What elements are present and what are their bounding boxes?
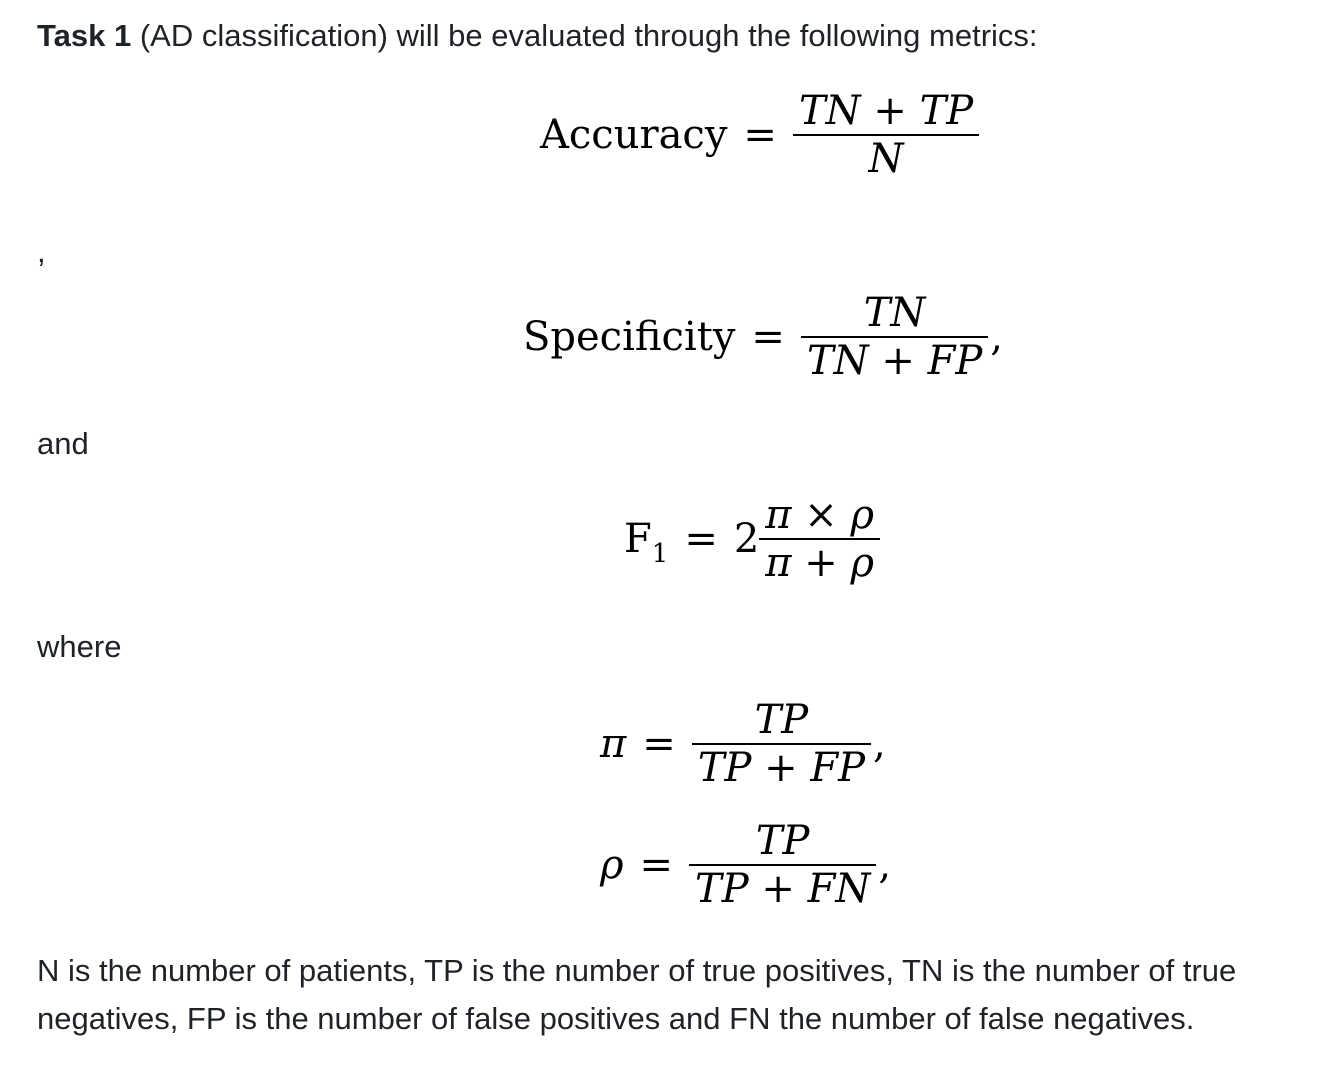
recall-fraction bbox=[689, 818, 876, 912]
where-word: where bbox=[37, 629, 122, 664]
accuracy-equals: = bbox=[743, 112, 777, 158]
recall-equation bbox=[600, 818, 891, 912]
accuracy-fraction bbox=[793, 88, 979, 182]
definitions-line-2: negatives, FP is the number of false positives and FN the number of false negatives. bbox=[37, 1001, 1195, 1036]
intro-text: (AD classification) will be evaluated through the following metrics: bbox=[131, 18, 1038, 53]
accuracy-equation bbox=[540, 88, 979, 182]
comma-line: , bbox=[37, 234, 46, 269]
specificity-comma: , bbox=[990, 314, 1003, 360]
and-word: and bbox=[37, 426, 89, 461]
accuracy-denominator: N bbox=[868, 136, 904, 182]
f1-subscript: 1 bbox=[651, 539, 669, 569]
recall-denominator: TP + FN bbox=[695, 866, 871, 912]
f1-equals: = bbox=[684, 516, 718, 562]
f1-letter: F bbox=[624, 516, 652, 562]
f1-denominator: π + ρ bbox=[765, 540, 875, 586]
recall-comma: , bbox=[878, 842, 892, 888]
precision-lhs: π bbox=[600, 721, 627, 767]
intro-paragraph bbox=[37, 12, 1038, 60]
recall-lhs: ρ bbox=[600, 842, 624, 888]
specificity-equals: = bbox=[751, 314, 785, 360]
precision-equation bbox=[600, 697, 886, 791]
f1-numerator: π × ρ bbox=[765, 492, 875, 538]
f1-coefficient: 2 bbox=[733, 516, 760, 562]
task-label: Task 1 bbox=[37, 18, 132, 53]
precision-numerator: TP bbox=[754, 697, 809, 743]
f1-fraction bbox=[759, 492, 880, 586]
specificity-fraction bbox=[801, 290, 988, 384]
precision-denominator: TP + FP bbox=[697, 745, 866, 791]
specificity-numerator: TN bbox=[863, 290, 926, 336]
recall-equals: = bbox=[639, 842, 674, 888]
precision-equals: = bbox=[642, 721, 676, 767]
precision-fraction bbox=[692, 697, 871, 791]
accuracy-lhs: Accuracy bbox=[540, 112, 728, 158]
recall-numerator: TP bbox=[755, 818, 810, 864]
f1-equation bbox=[624, 492, 880, 586]
f1-lhs bbox=[624, 516, 669, 569]
precision-comma: , bbox=[873, 721, 886, 767]
specificity-lhs: Specificity bbox=[523, 314, 736, 360]
specificity-equation bbox=[523, 290, 1003, 384]
definitions-line-1: N is the number of patients, TP is the number of true positives, TN is the number of true bbox=[37, 953, 1237, 988]
accuracy-numerator: TN + TP bbox=[798, 88, 974, 134]
specificity-denominator: TN + FP bbox=[806, 338, 983, 384]
